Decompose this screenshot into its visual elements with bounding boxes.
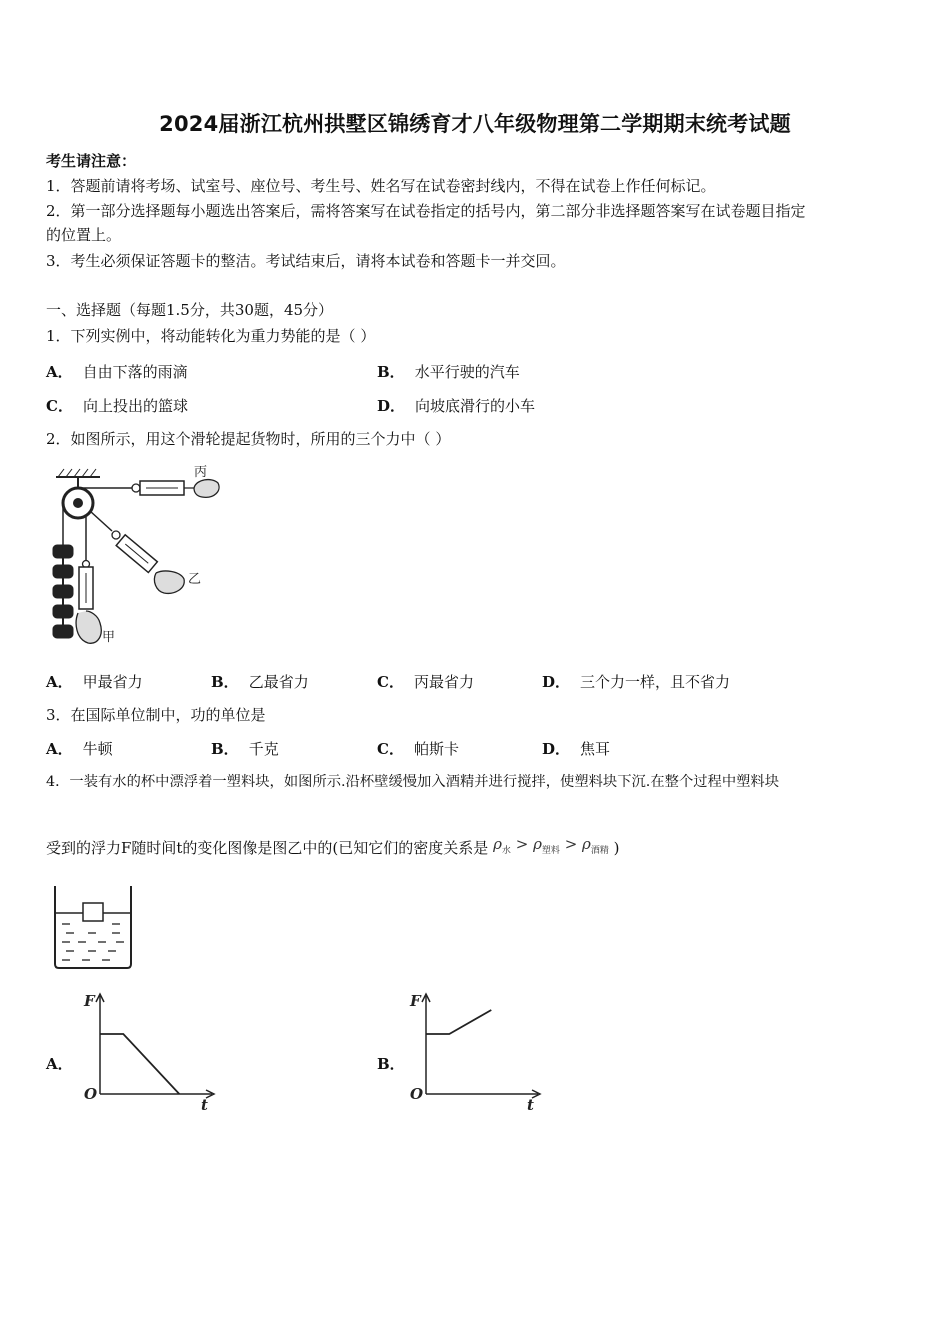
option-label: D． (542, 740, 571, 758)
q4-option-a-label (46, 1053, 83, 1074)
q1-option-a (46, 361, 188, 382)
notice-item: 2．第一部分选择题每小题选出答案后，需将答案写在试卷指定的括号内，第二部分非选择题答案写在试卷题目指定 (46, 202, 806, 220)
option-text: 甲最省力 (82, 673, 143, 691)
option-text: 帕斯卡 (413, 740, 459, 758)
q3-option-a (46, 738, 113, 759)
graph-b (406, 990, 556, 1120)
notice-heading: 考生请注意： (46, 152, 137, 170)
cup-figure (52, 884, 136, 970)
notice-item: 的位置上。 (46, 226, 122, 244)
option-label: A． (46, 1055, 73, 1073)
question-1-stem: 1．下列实例中，将动能转化为重力势能的是（ ） (46, 327, 376, 345)
q1-option-b (377, 361, 520, 382)
density-sub: 塑料 (541, 846, 560, 856)
option-label: B． (377, 1055, 405, 1073)
q3-option-b (211, 738, 279, 759)
density-relation (493, 835, 614, 856)
notice-item: 3．考生必须保证答题卡的整洁。考试结束后，请将本试卷和答题卡一并交回。 (46, 252, 566, 270)
q2-option-c (377, 671, 474, 692)
option-label: A． (46, 673, 73, 691)
y-axis-label: F (410, 992, 421, 1010)
stem-text: 受到的浮力F随时间t的变化图像是图乙中的(已知它们的密度关系是 (46, 839, 489, 857)
question-4-stem-line2 (46, 833, 620, 862)
force-curve (100, 1034, 179, 1094)
x-axis-label: t (527, 1096, 534, 1114)
option-label: C． (46, 397, 73, 415)
gt-symbol: > (564, 835, 578, 853)
option-text: 乙最省力 (248, 673, 309, 691)
stem-end: ) (613, 839, 620, 857)
option-text: 自由下落的雨滴 (82, 363, 188, 381)
option-text: 丙最省力 (413, 673, 474, 691)
option-label: A． (46, 363, 73, 381)
q2-option-b (211, 671, 309, 692)
option-text: 牛顿 (82, 740, 113, 758)
rho-symbol: ρ (533, 835, 542, 853)
figure-label-b: 乙 (188, 572, 202, 587)
density-sub: 酒精 (590, 846, 609, 856)
option-label: B． (377, 363, 405, 381)
option-text: 向坡底滑行的小车 (415, 397, 536, 415)
rho-symbol: ρ (582, 835, 591, 853)
pulley-figure (44, 465, 224, 655)
figure-label-c: 丙 (194, 465, 208, 480)
option-text: 焦耳 (580, 740, 611, 758)
density-sub: 水 (501, 846, 511, 856)
option-label: B． (211, 673, 239, 691)
option-label: C． (377, 740, 404, 758)
figure-label-a: 甲 (102, 630, 116, 645)
option-text: 向上投出的篮球 (82, 397, 188, 415)
graph-a (80, 990, 230, 1120)
option-label: D． (542, 673, 571, 691)
q2-option-d (542, 671, 730, 692)
x-axis-label: t (201, 1096, 208, 1114)
option-label: C． (377, 673, 404, 691)
q3-option-c (377, 738, 459, 759)
option-label: D． (377, 397, 406, 415)
gt-symbol: > (515, 835, 529, 853)
plastic-block (83, 903, 103, 921)
y-axis-label: F (84, 992, 95, 1010)
q1-option-c (46, 395, 188, 416)
question-2-stem: 2．如图所示，用这个滑轮提起货物时，所用的三个力中（ ） (46, 430, 451, 448)
page-title: 2024届浙江杭州拱墅区锦绣育才八年级物理第二学期期末统考试题 (159, 112, 791, 136)
option-text: 水平行驶的汽车 (414, 363, 520, 381)
option-label: B． (211, 740, 239, 758)
q1-option-d (377, 395, 535, 416)
origin-label: O (410, 1085, 424, 1103)
q2-option-a (46, 671, 143, 692)
rho-symbol: ρ (493, 835, 502, 853)
option-label: A． (46, 740, 73, 758)
force-curve (426, 1010, 491, 1034)
origin-label: O (84, 1085, 98, 1103)
notice-item: 1．答题前请将考场、试室号、座位号、考生号、姓名写在试卷密封线内，不得在试卷上作任何标记。 (46, 177, 716, 195)
question-3-stem: 3．在国际单位制中，功的单位是 (46, 706, 266, 724)
option-text: 千克 (248, 740, 279, 758)
section-heading: 一、选择题（每题1.5分，共30题，45分） (46, 301, 334, 319)
q3-option-d (542, 738, 610, 759)
question-4-stem-line1: 4．一装有水的杯中漂浮着一塑料块，如图所示.沿杯壁缓慢加入酒精并进行搅拌，使塑料块下沉.在整个过程中塑料块 (46, 774, 780, 790)
option-text: 三个力一样，且不省力 (580, 673, 731, 691)
